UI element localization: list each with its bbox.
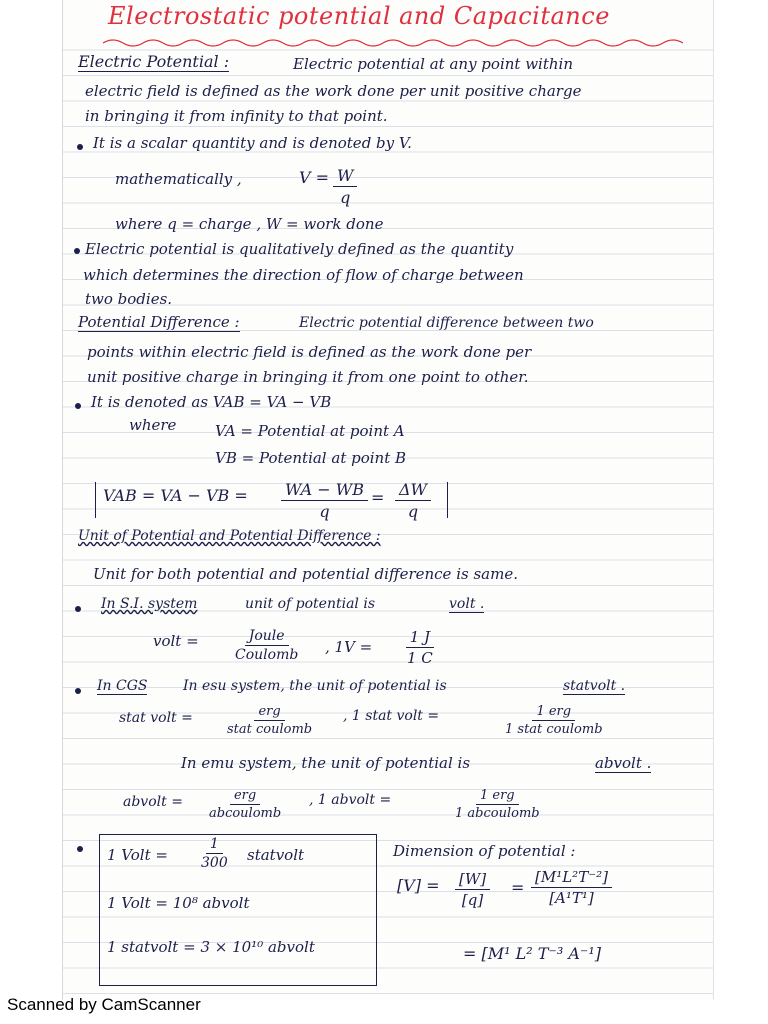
dimension-heading: Dimension of potential : bbox=[393, 842, 576, 860]
unit-intro-line: Unit for both potential and potential difference is same. bbox=[93, 565, 518, 583]
definition-line: in bringing it from infinity to that point. bbox=[85, 107, 388, 125]
qualitative-definition-line: Electric potential is qualitatively defined as the quantity bbox=[85, 240, 514, 258]
fraction-numerator: 1 bbox=[206, 836, 223, 854]
definition-line: points within electric field is defined as the work done per bbox=[87, 343, 532, 361]
definition-line: Electric potential at any point within bbox=[293, 55, 573, 73]
fraction-numerator: 1 erg bbox=[476, 788, 519, 805]
fraction-denominator: abcoulomb bbox=[209, 806, 282, 821]
va-definition: VA = Potential at point A bbox=[215, 422, 405, 440]
statvolt-equation-lhs: stat volt = bbox=[119, 710, 193, 726]
vab-equation-lhs: VAB = VA − VB = bbox=[103, 486, 248, 505]
fraction-denominator: [q] bbox=[461, 891, 484, 909]
cgs-label: In CGS bbox=[97, 678, 148, 694]
fraction-numerator: ΔW bbox=[395, 480, 431, 501]
section-heading-unit: Unit of Potential and Potential Difference : bbox=[78, 528, 381, 544]
scalar-quantity-statement: It is a scalar quantity and is denoted by V. bbox=[93, 134, 412, 152]
title-wavy-underline bbox=[103, 36, 683, 50]
fraction-1erg-over-1statcoulomb bbox=[501, 704, 607, 737]
fraction-numerator: 1 J bbox=[406, 628, 434, 648]
fraction-numerator: Joule bbox=[245, 628, 289, 646]
fraction-denominator: q bbox=[340, 188, 351, 207]
vb-definition: VB = Potential at point B bbox=[215, 449, 407, 467]
emu-unit-abvolt: abvolt . bbox=[595, 754, 652, 772]
abvolt-equation-lhs: abvolt = bbox=[123, 794, 183, 810]
fraction-numerator: W bbox=[333, 166, 357, 187]
where-label: where bbox=[129, 416, 177, 434]
fraction-numerator: erg bbox=[254, 704, 284, 721]
fraction-denominator: 1 stat coulomb bbox=[505, 722, 603, 737]
fraction-wa-minus-wb-over-q bbox=[281, 480, 368, 521]
fraction-denominator: 300 bbox=[201, 855, 228, 871]
section-heading-electric-potential: Electric Potential : bbox=[78, 52, 230, 71]
bullet-point bbox=[77, 144, 83, 150]
fraction-joule-over-coulomb bbox=[231, 628, 302, 663]
dimension-result: = [M¹ L² T⁻³ A⁻¹] bbox=[463, 944, 602, 963]
si-unit-text: unit of potential is bbox=[245, 596, 376, 612]
bullet-point bbox=[77, 846, 83, 852]
fraction-w-over-q-dimension bbox=[455, 870, 490, 909]
fraction-numerator: WA − WB bbox=[281, 480, 368, 501]
notebook-page bbox=[62, 0, 714, 1000]
fraction-numerator: [M¹L²T⁻²] bbox=[531, 868, 612, 888]
formula-v-equals-w-over-q bbox=[333, 166, 357, 207]
volt-to-abvolt: 1 Volt = 10⁸ abvolt bbox=[107, 894, 250, 912]
qualitative-definition-line: which determines the direction of flow of charge between bbox=[83, 266, 524, 284]
dimension-lhs: [V] = bbox=[397, 876, 440, 895]
scanner-watermark: Scanned by CamScanner bbox=[7, 995, 201, 1014]
one-abvolt-lhs: , 1 abvolt = bbox=[309, 792, 392, 808]
definition-line: electric field is defined as the work done per unit positive charge bbox=[85, 82, 582, 100]
si-system-label: In S.I. system bbox=[101, 596, 198, 612]
denoted-as-line: It is denoted as VAB = VA − VB bbox=[91, 393, 332, 411]
fraction-mlt-over-at bbox=[531, 868, 612, 907]
equals-sign: = bbox=[511, 878, 525, 897]
bullet-point bbox=[75, 606, 81, 612]
fraction-denominator: 1 C bbox=[407, 649, 433, 667]
fraction-erg-over-abcoulomb bbox=[205, 788, 285, 821]
fraction-denominator: 1 abcoulomb bbox=[455, 806, 540, 821]
bracket-left bbox=[95, 482, 96, 518]
fraction-denominator: q bbox=[319, 502, 330, 521]
bullet-point bbox=[74, 248, 80, 254]
page-title: Electrostatic potential and Capacitance bbox=[108, 2, 610, 30]
esu-unit-statvolt: statvolt . bbox=[563, 678, 626, 694]
fraction-1j-over-1c bbox=[403, 628, 437, 667]
fraction-denominator: [A¹T¹] bbox=[549, 889, 594, 907]
fraction-1-over-300 bbox=[197, 836, 232, 871]
fraction-1erg-over-1abcoulomb bbox=[451, 788, 544, 821]
volt-to-statvolt-lhs: 1 Volt = bbox=[107, 846, 168, 864]
fraction-numerator: [W] bbox=[455, 870, 490, 890]
fraction-numerator: erg bbox=[230, 788, 260, 805]
fraction-denominator: stat coulomb bbox=[227, 722, 313, 737]
one-volt-lhs: , 1V = bbox=[325, 638, 373, 656]
formula-lhs: V = bbox=[299, 168, 330, 187]
fraction-denominator: Coulomb bbox=[235, 647, 299, 663]
volt-equation-lhs: volt = bbox=[153, 632, 199, 650]
emu-unit-text: In emu system, the unit of potential is bbox=[181, 754, 471, 772]
volt-to-statvolt-rhs: statvolt bbox=[247, 846, 305, 864]
where-line: where q = charge , W = work done bbox=[115, 215, 384, 233]
equals-sign: = bbox=[371, 488, 385, 507]
fraction-numerator: 1 erg bbox=[532, 704, 575, 721]
qualitative-definition-line: two bodies. bbox=[85, 290, 173, 308]
definition-line: unit positive charge in bringing it from one point to other. bbox=[87, 368, 529, 386]
bracket-right bbox=[447, 482, 448, 518]
bullet-point bbox=[75, 403, 81, 409]
fraction-denominator: q bbox=[407, 502, 419, 521]
fraction-delta-w-over-q bbox=[395, 480, 431, 521]
mathematically-label: mathematically , bbox=[115, 170, 242, 188]
si-unit-volt: volt . bbox=[449, 596, 485, 612]
fraction-erg-over-statcoulomb bbox=[223, 704, 316, 737]
bullet-point bbox=[75, 688, 81, 694]
esu-unit-text: In esu system, the unit of potential is bbox=[183, 678, 447, 694]
one-statvolt-lhs: , 1 stat volt = bbox=[343, 708, 440, 724]
section-heading-potential-difference: Potential Difference : bbox=[78, 313, 240, 331]
definition-line: Electric potential difference between two bbox=[299, 315, 594, 331]
statvolt-to-abvolt: 1 statvolt = 3 × 10¹⁰ abvolt bbox=[107, 938, 315, 956]
